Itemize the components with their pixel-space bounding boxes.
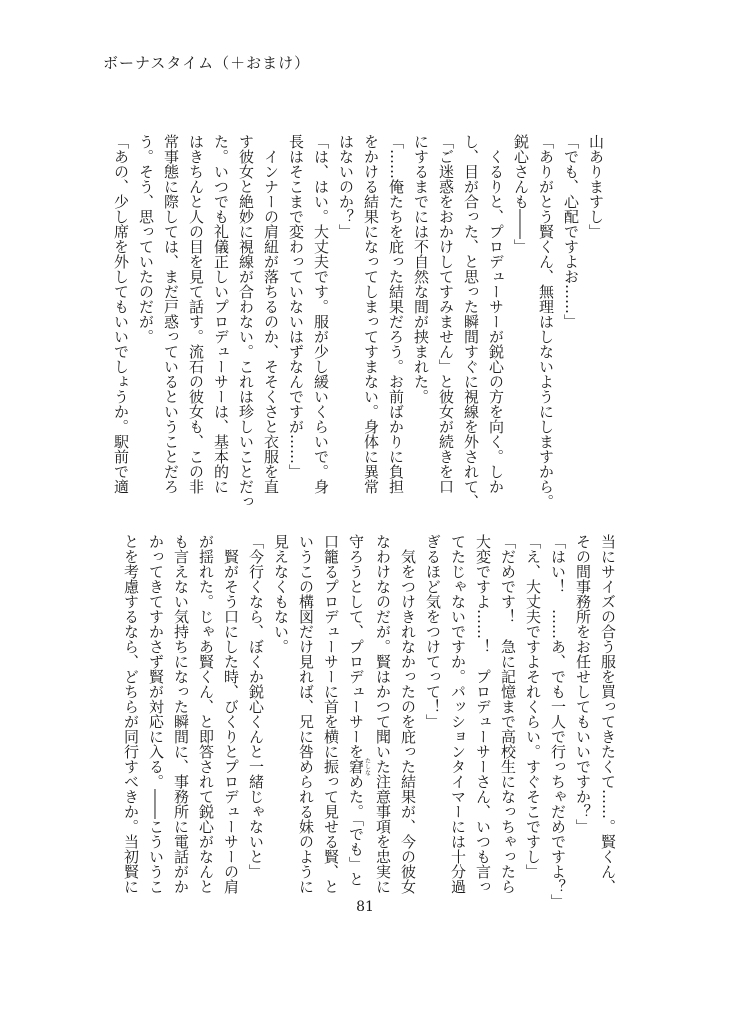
text-line: 「今行くなら、ぼくか鋭心くんと一緒じゃないと」 — [247, 534, 265, 879]
text-line: 見えなくもない。 — [272, 534, 290, 654]
text-line: 「でも、心配ですよお……」 — [562, 134, 580, 329]
text-line: 当にサイズの合う服を買ってきたくて……。賢くん、 — [599, 534, 617, 894]
text-line: 「ご迷惑をおかけしてすみません」と彼女が続きを口 — [437, 134, 455, 494]
text-line: とを考慮するなら、どちらが同行すべきか。当初賢に — [122, 534, 140, 894]
text-line: 気をつけきれなかったのを庇った結果が、今の彼女 — [399, 534, 417, 894]
text-line: 「ありがとう賢くん、無理はしないようにしますから。 — [537, 134, 555, 509]
text-line: 賢がそう口にした時、びくりとプロデューサーの肩 — [222, 534, 240, 894]
text-line: にするまでには不自然な間が挟まれた。 — [412, 134, 430, 404]
text-line: 「はい！ ……あ、でも一人で行っちゃだめですよ？」 — [549, 534, 567, 909]
text-line: が揺れた。じゃあ賢くん、と即答されて鋭心がなんと — [197, 534, 215, 894]
text-line: 「あの、少し席を外してもいいでしょうか。駅前で適 — [112, 134, 130, 494]
text-line: かってきてすかさず賢が対応に入る。――こういうこ — [147, 534, 165, 894]
ruby-base: 窘 — [347, 757, 365, 776]
running-header: ボーナスタイム（＋おまけ） — [103, 54, 311, 72]
text-line: た。いつでも礼儀正しいプロデューサーは、基本的に — [212, 134, 230, 494]
text-line: 口籠るプロデューサーに首を横に振って見せる賢、と — [322, 534, 340, 894]
text-line: 「……俺たちを庇った結果だろう。お前ばかりに負担 — [387, 134, 405, 494]
text-line: いうこの構図だけ見れば、兄に咎められる妹のように — [297, 534, 315, 894]
text-line: はないのか？」 — [337, 134, 355, 239]
text-line: インナーの肩紐が落ちるのか、そそくさと衣服を直 — [262, 134, 280, 494]
text-line: ぎるほど気をつけてって！」 — [424, 534, 442, 729]
text-line-with-ruby — [343, 534, 370, 896]
text-line: 長はそこまで変わっていないはずなんですが……」 — [287, 134, 305, 479]
text-line: も言えない気持ちになった瞬間に、事務所に電話がか — [172, 534, 190, 894]
ruby-line-before: 守ろうとして、プロデューサーを — [347, 534, 365, 759]
text-line: し、目が合った、と思った瞬間すぐに視線を外されて、 — [462, 134, 480, 509]
text-line: す彼女と絶妙に視線が合わない。これは珍しいことだっ — [237, 134, 255, 509]
ruby-reading: たしな — [363, 757, 371, 776]
ruby-word — [347, 757, 371, 776]
page-number: 81 — [356, 899, 374, 915]
text-line: 鋭心さんも――」 — [512, 134, 530, 254]
ruby-line-after: めた。「でも」と — [347, 774, 365, 887]
text-line: う。そう、思っていたのだが。 — [137, 134, 155, 344]
text-line: はきちんと人の目を見て話す。流石の彼女も、この非 — [187, 134, 205, 494]
text-line: てたじゃないですか。パッションタイマーには十分過 — [449, 534, 467, 894]
text-line: 山ありますし」 — [587, 134, 605, 239]
text-line: 常事態に際しては、まだ戸惑っているということだろ — [162, 134, 180, 494]
text-line: なわけなのだが。賢はかつて聞いた注意事項を忠実に — [374, 534, 392, 894]
text-line: 「だめです！ 急に記憶まで高校生になっちゃったら — [499, 534, 517, 894]
text-line: 「は、はい。大丈夫です。服が少し緩いくらいで。身 — [312, 134, 330, 494]
text-block-upper — [108, 134, 608, 509]
text-line: くるりと、プロデューサーが鋭心の方を向く。しか — [487, 134, 505, 494]
text-line: をかける結果になってしまってすまない。身体に異常 — [362, 134, 380, 494]
text-line: その間事務所をお任せしてもいいですか？」 — [574, 534, 592, 834]
text-line: 大変ですよ……！ プロデューサーさん、いつも言っ — [474, 534, 492, 894]
text-line: 「え、大丈夫ですよそれくらい。すぐそこですし」 — [524, 534, 542, 879]
